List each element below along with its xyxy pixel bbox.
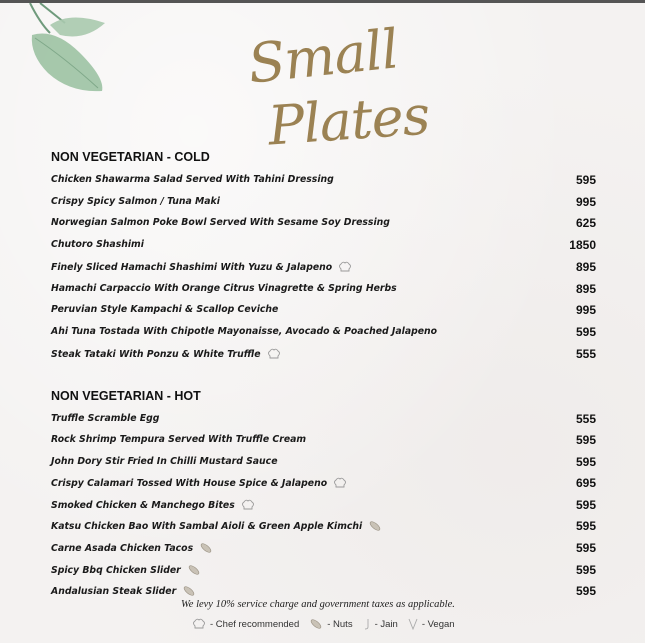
item-name: Finely Sliced Hamachi Shashimi With Yuzu & Jalapeno <box>51 261 333 273</box>
item-price: 555 <box>575 412 596 426</box>
legend-nuts <box>309 618 352 630</box>
legend-label: - Nuts <box>327 618 353 630</box>
legend-vegan <box>408 618 455 630</box>
menu-item <box>51 564 596 580</box>
nuts-icon <box>182 585 196 597</box>
menu-item <box>51 434 596 450</box>
item-price: 1850 <box>569 238 596 252</box>
page-title <box>240 17 432 171</box>
chef-hat-icon <box>192 618 206 630</box>
item-name: Crispy Spicy Salmon / Tuna Maki <box>51 196 220 207</box>
leaf-decoration-icon <box>10 3 120 98</box>
item-name-wrap <box>51 520 382 532</box>
item-price: 595 <box>575 584 596 598</box>
item-name-wrap <box>51 585 196 597</box>
legend-jain <box>363 618 398 630</box>
item-price: 995 <box>575 195 596 209</box>
legend-chef-recommended <box>192 618 299 630</box>
item-name: Chicken Shawarma Salad Served With Tahini Dressing <box>51 174 334 185</box>
service-charge-note: We levy 10% service charge and government taxes as applicable. <box>181 599 455 610</box>
menu-item <box>51 326 596 342</box>
icon-legend <box>192 618 455 630</box>
item-name: Smoked Chicken & Manchego Bites <box>51 499 235 511</box>
item-price: 595 <box>575 173 596 187</box>
menu-item <box>51 499 596 515</box>
legend-label: - Vegan <box>421 618 455 630</box>
item-price: 555 <box>575 347 596 361</box>
item-name: John Dory Stir Fried In Chilli Mustard Sauce <box>51 456 278 467</box>
item-name: Carne Asada Chicken Tacos <box>51 542 194 554</box>
item-name-wrap <box>51 348 281 360</box>
menu-item <box>51 520 596 536</box>
chef-hat-icon <box>338 261 352 273</box>
vegan-icon <box>408 618 418 630</box>
item-name: Katsu Chicken Bao With Sambal Aioli & Green Apple Kimchi <box>51 520 363 532</box>
menu-item <box>51 217 596 233</box>
item-price: 595 <box>575 541 596 555</box>
nuts-icon <box>187 564 201 576</box>
menu-item <box>51 348 596 364</box>
item-name: Crispy Calamari Tossed With House Spice & Jalapeno <box>51 477 328 489</box>
item-name: Norwegian Salmon Poke Bowl Served With Sesame Soy Dressing <box>51 217 390 228</box>
item-price: 895 <box>575 260 596 274</box>
menu-item <box>51 283 596 299</box>
title-line-1: Small <box>245 17 401 96</box>
nuts-icon <box>309 618 323 630</box>
menu-item <box>51 239 596 255</box>
menu-item <box>51 174 596 190</box>
nuts-icon <box>199 542 213 554</box>
section-heading-cold: NON VEGETARIAN - COLD <box>51 150 210 164</box>
item-price: 595 <box>575 325 596 339</box>
item-name-wrap <box>51 499 255 511</box>
item-price: 595 <box>575 433 596 447</box>
item-price: 895 <box>575 282 596 296</box>
menu-item <box>51 456 596 472</box>
chef-hat-icon <box>241 499 255 511</box>
item-name: Steak Tataki With Ponzu & White Truffle <box>51 348 261 360</box>
item-name: Hamachi Carpaccio With Orange Citrus Vinagrette & Spring Herbs <box>51 283 397 294</box>
item-name: Spicy Bbq Chicken Slider <box>51 564 181 576</box>
section-heading-hot: NON VEGETARIAN - HOT <box>51 389 201 403</box>
menu-item <box>51 477 596 493</box>
title-line-2: Plates <box>265 83 432 158</box>
menu-page <box>0 3 645 643</box>
item-price: 695 <box>575 476 596 490</box>
menu-item <box>51 413 596 429</box>
item-name: Truffle Scramble Egg <box>51 413 160 424</box>
item-price: 595 <box>575 455 596 469</box>
item-name-wrap <box>51 261 352 273</box>
legend-label: - Jain <box>374 618 398 630</box>
item-price: 595 <box>575 563 596 577</box>
item-price: 995 <box>575 303 596 317</box>
item-price: 595 <box>575 519 596 533</box>
chef-hat-icon <box>267 348 281 360</box>
menu-item <box>51 261 596 277</box>
item-name: Ahi Tuna Tostada With Chipotle Mayonaisse, Avocado & Poached Jalapeno <box>51 326 438 337</box>
item-name: Andalusian Steak Slider <box>51 585 177 597</box>
item-price: 595 <box>575 498 596 512</box>
item-name-wrap <box>51 477 347 489</box>
jain-icon <box>363 618 371 630</box>
item-name: Chutoro Shashimi <box>51 239 144 250</box>
menu-item <box>51 196 596 212</box>
nuts-icon <box>368 520 382 532</box>
item-name: Peruvian Style Kampachi & Scallop Ceviche <box>51 304 279 315</box>
item-name-wrap <box>51 542 213 554</box>
legend-label: - Chef recommended <box>210 618 300 630</box>
item-name: Rock Shrimp Tempura Served With Truffle Cream <box>51 434 307 445</box>
menu-item <box>51 542 596 558</box>
item-price: 625 <box>575 216 596 230</box>
menu-item <box>51 304 596 320</box>
chef-hat-icon <box>333 477 347 489</box>
item-name-wrap <box>51 564 201 576</box>
